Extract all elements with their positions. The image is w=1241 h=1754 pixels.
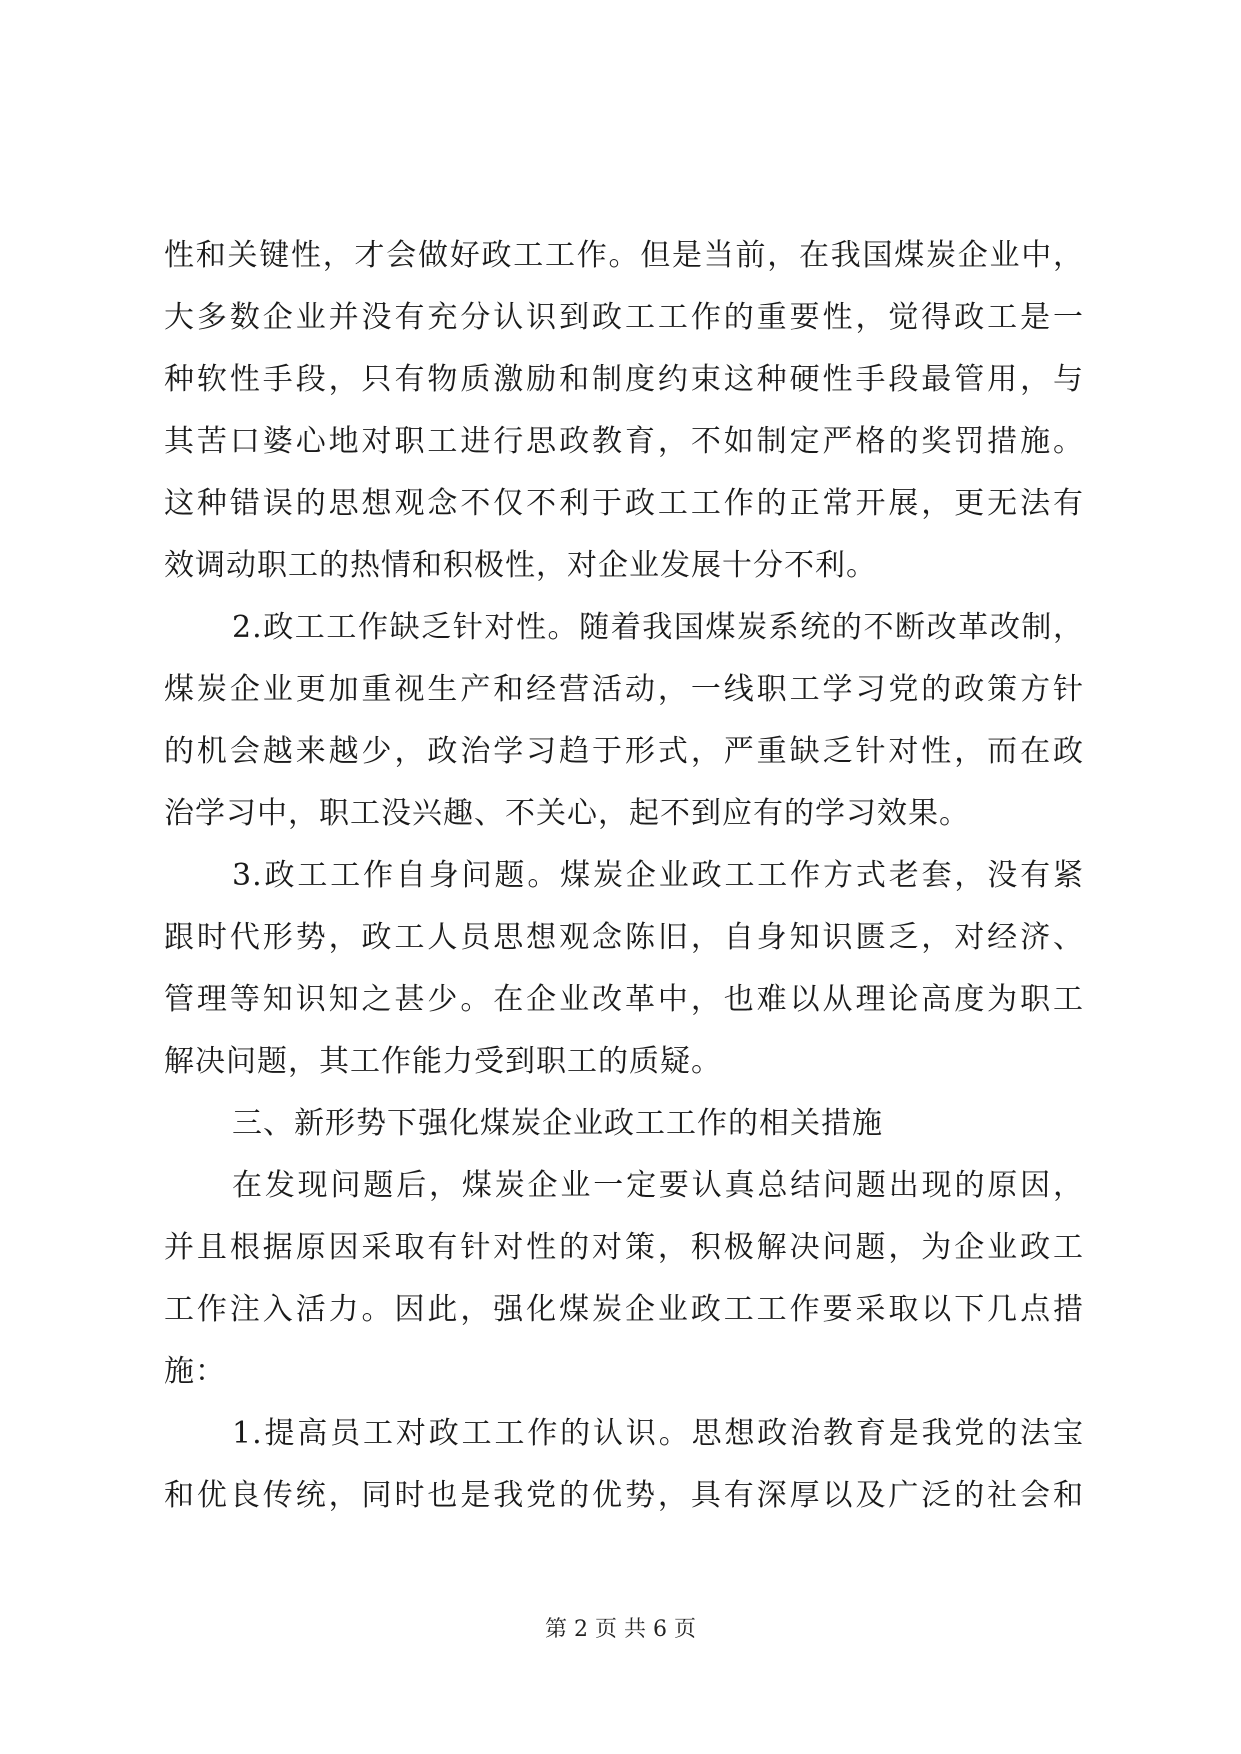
text-line: 的机会越来越少，政治学习趋于形式，严重缺乏针对性，而在政 [164,734,1084,769]
text-line: 工作注入活力。因此，强化煤炭企业政工工作要采取以下几点措 [164,1292,1084,1327]
text-line: 其苦口婆心地对职工进行思政教育，不如制定严格的奖罚措施。 [164,424,1084,459]
text-line: 效调动职工的热情和积极性，对企业发展十分不利。 [164,548,877,583]
text-line: 管理等知识知之甚少。在企业改革中，也难以从理论高度为职工 [164,982,1084,1017]
text-line: 这种错误的思想观念不仅不利于政工工作的正常开展，更无法有 [164,486,1084,521]
text-line: 2.政工工作缺乏针对性。随着我国煤炭系统的不断改革改制， [232,610,1084,645]
text-line: 和优良传统，同时也是我党的优势，具有深厚以及广泛的社会和 [164,1478,1084,1513]
text-line: 跟时代形势，政工人员思想观念陈旧，自身知识匮乏，对经济、 [164,920,1084,955]
text-line: 在发现问题后，煤炭企业一定要认真总结问题出现的原因， [232,1168,1084,1203]
text-line: 大多数企业并没有充分认识到政工工作的重要性，觉得政工是一 [164,300,1084,335]
text-line: 解决问题，其工作能力受到职工的质疑。 [164,1044,722,1079]
text-line: 治学习中，职工没兴趣、不关心，起不到应有的学习效果。 [164,796,970,831]
text-line: 煤炭企业更加重视生产和经营活动，一线职工学习党的政策方针 [164,672,1084,707]
text-line: 并且根据原因采取有针对性的对策，积极解决问题，为企业政工 [164,1230,1084,1265]
document-body [164,225,1084,1527]
text-line: 施： [164,1354,226,1389]
section-heading: 三、新形势下强化煤炭企业政工工作的相关措施 [232,1106,883,1141]
text-line: 3.政工工作自身问题。煤炭企业政工工作方式老套，没有紧 [232,858,1084,893]
page-number-footer: 第 2 页 共 6 页 [545,1617,696,1642]
text-line: 种软性手段，只有物质激励和制度约束这种硬性手段最管用，与 [164,362,1084,397]
text-line: 性和关键性，才会做好政工工作。但是当前，在我国煤炭企业中， [164,238,1084,273]
text-line: 1.提高员工对政工工作的认识。思想政治教育是我党的法宝 [232,1416,1084,1451]
